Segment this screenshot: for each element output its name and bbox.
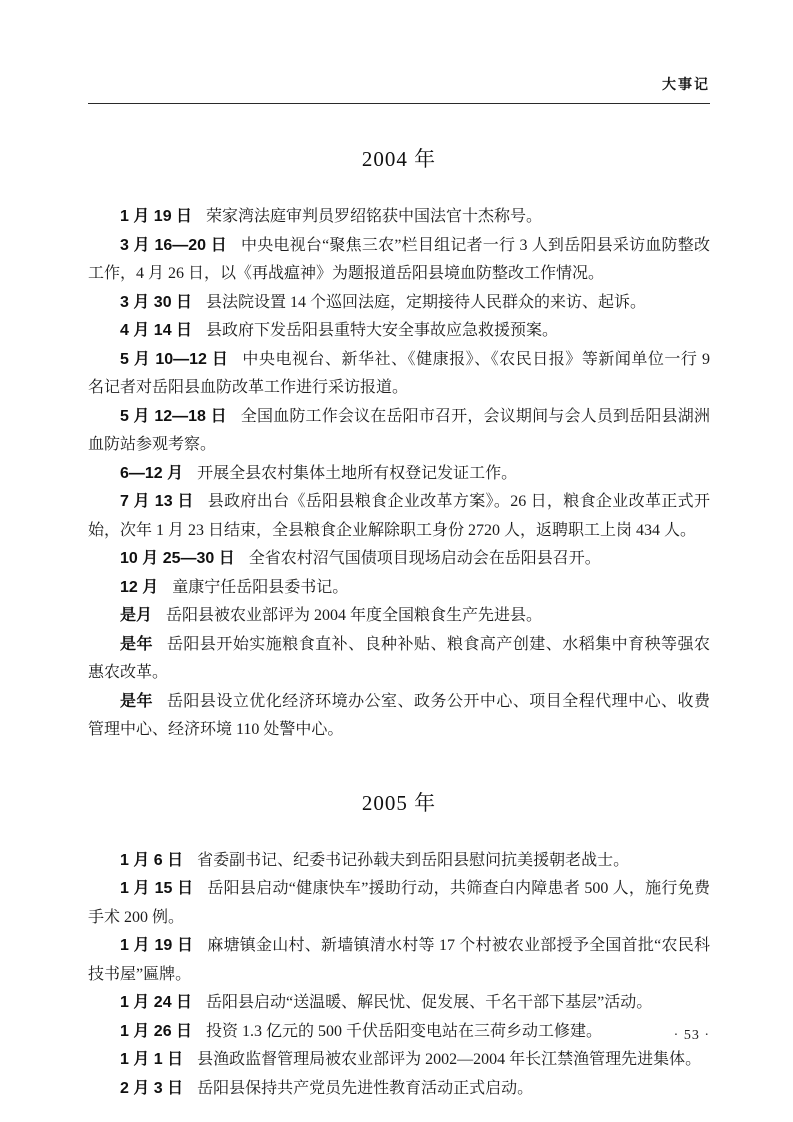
entry-date: 1 月 24 日: [120, 994, 193, 1011]
entry-text: 开展全县农村集体土地所有权登记发证工作。: [197, 464, 518, 482]
entry-date: 5 月 10—12 日: [120, 350, 229, 368]
entry-text: 县政府出台《岳阳县粮食企业改革方案》。26 日，粮食企业改革正式开始，次年 1 月 23 日结束，全县粮食企业解除职工身份 2720 人，返聘职工上岗 434 人。: [88, 493, 710, 539]
entry-text: 全国血防工作会议在岳阳市召开，会议期间与会人员到岳阳县湖洲血防站参观考察。: [88, 407, 710, 453]
entry-date: 2 月 3 日: [120, 1079, 184, 1097]
entry: [88, 460, 710, 489]
entry: [88, 1018, 710, 1047]
entry: [88, 574, 710, 603]
entry: [88, 488, 710, 545]
entry-text: 全省农村沼气国债项目现场启动会在岳阳县召开。: [248, 550, 601, 567]
entry-date: 6—12 月: [120, 464, 184, 482]
entry-date: 5 月 12—18 日: [120, 407, 227, 425]
entry-text: 投资 1.3 亿元的 500 千伏岳阳变电站在三荷乡动工修建。: [206, 1022, 603, 1040]
entry: [88, 232, 710, 289]
entry-text: 岳阳县保持共产党员先进性教育活动正式启动。: [197, 1079, 534, 1097]
entry: [88, 932, 710, 989]
entry: [88, 346, 710, 403]
entry-text: 中央电视台、新华社、《健康报》、《农民日报》等新闻单位一行 9 名记者对岳阳县血防改革工作进行采访报道。: [88, 350, 710, 396]
entry-date: 是年: [120, 692, 153, 710]
entry-text: 岳阳县设立优化经济环境办公室、政务公开中心、项目全程代理中心、收费管理中心、经济环境 110 处警中心。: [88, 692, 710, 738]
entry-text: 麻塘镇金山村、新墙镇清水村等 17 个村被农业部授予全国首批“农民科技书屋”匾牌。: [88, 937, 710, 983]
entry: [88, 289, 710, 318]
entry: [88, 631, 710, 688]
entry: [88, 403, 710, 460]
entry-text: 岳阳县启动“送温暖、解民忧、促发展、千名干部下基层”活动。: [206, 994, 653, 1011]
entry-date: 4 月 14 日: [120, 322, 193, 339]
entry-text: 岳阳县启动“健康快车”援助行动，共筛查白内障患者 500 人，施行免费手术 200 例。: [88, 880, 710, 926]
entry: [88, 989, 710, 1018]
entry: [88, 203, 710, 232]
entry-text: 县法院设置 14 个巡回法庭，定期接待人民群众的来访、起诉。: [206, 293, 647, 311]
content: [88, 101, 710, 1103]
entry-text: 县渔政监督管理局被农业部评为 2002—2004 年长江禁渔管理先进集体。: [197, 1051, 702, 1068]
entry-date: 10 月 25—30 日: [120, 550, 235, 567]
entry-date: 1 月 19 日: [120, 937, 194, 954]
entry-date: 是月: [120, 607, 153, 624]
entry-date: 3 月 16—20 日: [120, 236, 227, 254]
entry-date: 1 月 15 日: [120, 880, 194, 897]
entry: [88, 602, 710, 631]
entry: [88, 847, 710, 876]
entry-text: 中央电视台“聚焦三农”栏目组记者一行 3 人到岳阳县采访血防整改工作，4 月 26 日，以《再战瘟神》为题报道岳阳县境血防整改工作情况。: [88, 236, 710, 282]
entry: [88, 688, 710, 745]
entry-text: 县政府下发岳阳县重特大安全事故应急救援预案。: [206, 322, 559, 339]
entry-date: 1 月 1 日: [120, 1051, 184, 1068]
entry-date: 是年: [120, 635, 153, 653]
page-header: [88, 74, 710, 104]
entry-date: 3 月 30 日: [120, 293, 193, 311]
entry-text: 省委副书记、纪委书记孙载夫到岳阳县慰问抗美援朝老战士。: [197, 851, 630, 869]
year-title: 2004 年: [361, 147, 437, 171]
year-title: 2005 年: [361, 790, 437, 815]
entry-date: 7 月 13 日: [120, 493, 194, 510]
entry-text: 岳阳县开始实施粮食直补、良种补贴、粮食高产创建、水稻集中育秧等强农惠农改革。: [88, 635, 710, 681]
entry-date: 12 月: [120, 578, 159, 596]
entry: [88, 1075, 710, 1104]
entry-text: 岳阳县被农业部评为 2004 年度全国粮食生产先进县。: [166, 607, 543, 624]
entry: [88, 1046, 710, 1075]
entry-text: 童康宁任岳阳县委书记。: [172, 578, 349, 596]
entry: [88, 317, 710, 346]
entry-date: 1 月 19 日: [120, 208, 193, 225]
page-number: · 53 ·: [673, 1028, 710, 1043]
entry: [88, 875, 710, 932]
entry-date: 1 月 26 日: [120, 1022, 193, 1040]
header-title: 大事记: [662, 76, 710, 92]
entry: [88, 545, 710, 574]
entry-date: 1 月 6 日: [120, 851, 184, 869]
entry-text: 荣家湾法庭审判员罗绍铭获中国法官十杰称号。: [206, 208, 543, 225]
